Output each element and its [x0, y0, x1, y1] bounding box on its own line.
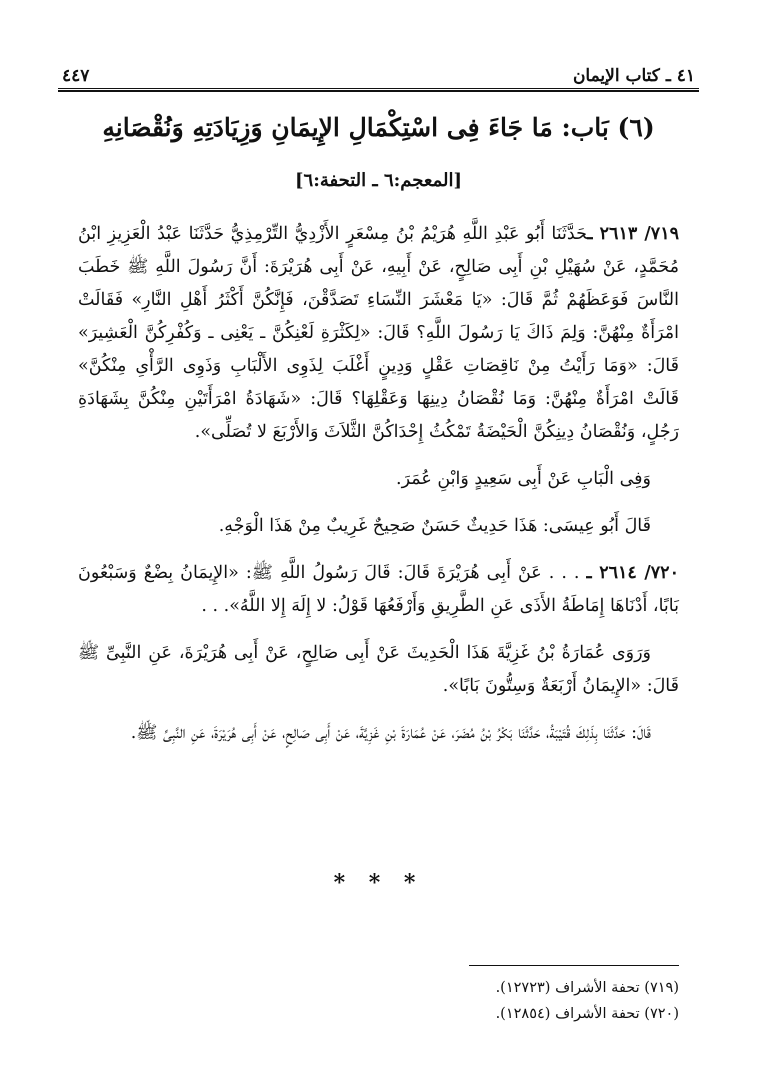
hadith-720-text: . . . عَنْ أَبِى هُرَيْرَةَ قَالَ: قَالَ رَسُولُ اللَّهِ ﷺ: «الإِيمَانُ بِضْعٌ وَسَبْعُونَ بَابًا، أَدْنَاهَا إِمَاطَةُ الأَذَى عَنِ الطَّرِيقِ وَأَرْفَعُهَا قَوْلُ: لا إِلَهَ إِلا اللَّهُ». . .	[78, 563, 679, 616]
grading: قَالَ أَبُو عِيسَى: هَذَا حَدِيثٌ حَسَنٌ صَحِيحٌ غَرِيبٌ مِنْ هَذَا الْوَجْهِ.	[218, 516, 651, 536]
running-header	[62, 58, 695, 86]
chapter-reference: [المعجم:٦ ـ التحفة:٦]	[295, 170, 462, 191]
bab-note: وَفِى الْبَابِ عَنْ أَبِى سَعِيدٍ وَابْنِ عُمَرَ.	[396, 469, 651, 489]
riwaya-paragraph: وَرَوَى عُمَارَةُ بْنُ غَزِيَّةَ هَذَا الْحَدِيثَ عَنْ أَبِى صَالِحٍ، عَنْ أَبِى هُرَيْرَةَ، عَنِ النَّبِىِّ ﷺ قَالَ: «الإِيمَانُ أَرْبَعَةٌ وَسِتُّونَ بَابًا».	[78, 643, 679, 696]
hadith-719-number: ٧١٩/ ٢٦١٣ ـ	[587, 224, 679, 244]
hadith-720	[78, 557, 679, 623]
section-separator: * * *	[333, 870, 424, 896]
footnotes	[78, 975, 679, 1027]
hadith-719	[78, 218, 679, 449]
page-number: ٤٤٧	[62, 66, 90, 86]
running-header-chapter: ٤١ ـ كتاب الإيمان	[572, 66, 695, 86]
header-rule	[58, 88, 699, 92]
isnad-paragraph: قَالَ: حَدَّثَنَا بِذَلِكَ قُتَيْبَةُ، حَدَّثَنَا بَكْرُ بْنُ مُضَرَ، عَنْ عُمَارَةَ بْنِ غَزِيَّةَ، عَنْ أَبِى صَالِحٍ، عَنْ أَبِى هُرَيْرَةَ، عَنِ النَّبِىِّ ﷺ.	[130, 723, 651, 743]
chapter-title: (٦) بَاب: مَا جَاءَ فِى اسْتِكْمَالِ الإِيمَانِ وَزِيَادَتِهِ وَنُقْصَانِهِ	[102, 113, 655, 142]
hadith-719-text: حَدَّثَنَا أَبُو عَبْدِ اللَّهِ هُرَيْمُ بْنُ مِسْعَرٍ الأَزْدِيُّ التِّرْمِذِيُّ حَدَّثَنَا عَبْدُ الْعَزِيزِ ابْنُ مُحَمَّدٍ، عَنْ سُهَيْلِ بْنِ أَبِى صَالِحٍ، عَنْ أَبِيهِ، عَنْ أَبِى هُرَيْرَةَ: أَنَّ رَسُولَ اللَّهِ ﷺ خَطَبَ النَّاسَ فَوَعَظَهُمْ ثُمَّ قَالَ: «يَا مَعْشَرَ النِّسَاءِ تَصَدَّقْنَ، فَإِنَّكُنَّ أَكْثَرُ أَهْلِ النَّارِ» فَقَالَتْ امْرَأَةٌ مِنْهُنَّ: وَلِمَ ذَاكَ يَا رَسُولَ اللَّهِ؟ قَالَ: «لِكَثْرَةِ لَعْنِكُنَّ ـ يَعْنِى ـ وَكُفْرِكُنَّ الْعَشِيرَ» قَالَ: «وَمَا رَأَيْتُ مِنْ نَاقِصَاتِ عَقْلٍ وَدِينٍ أَغْلَبَ لِذَوِى الأَلْبَابِ وَذَوِى الرَّأْىِ مِنْكُنَّ» قَالَتْ امْرَأَةٌ مِنْهُنَّ: وَمَا نُقْصَانُ دِينِهَا وَعَقْلِهَا؟ قَالَ: «شَهَادَةُ امْرَأَتَيْنِ مِنْكُنَّ بِشَهَادَةِ رَجُلٍ، وَنُقْصَانُ دِينِكُنَّ الْحَيْضَةُ تَمْكُثُ إِحْدَاكُنَّ الثَّلاَثَ وَالأَرْبَعَ لا تُصَلِّى».	[78, 224, 679, 442]
footnote-rule	[469, 965, 679, 966]
page-body	[78, 218, 679, 750]
footnote-719: (٧١٩) تحفة الأشراف (١٢٧٢٣).	[495, 980, 679, 996]
footnote-720: (٧٢٠) تحفة الأشراف (١٢٨٥٤).	[495, 1006, 679, 1022]
hadith-720-number: ٧٢٠/ ٢٦١٤ ـ	[586, 563, 679, 583]
